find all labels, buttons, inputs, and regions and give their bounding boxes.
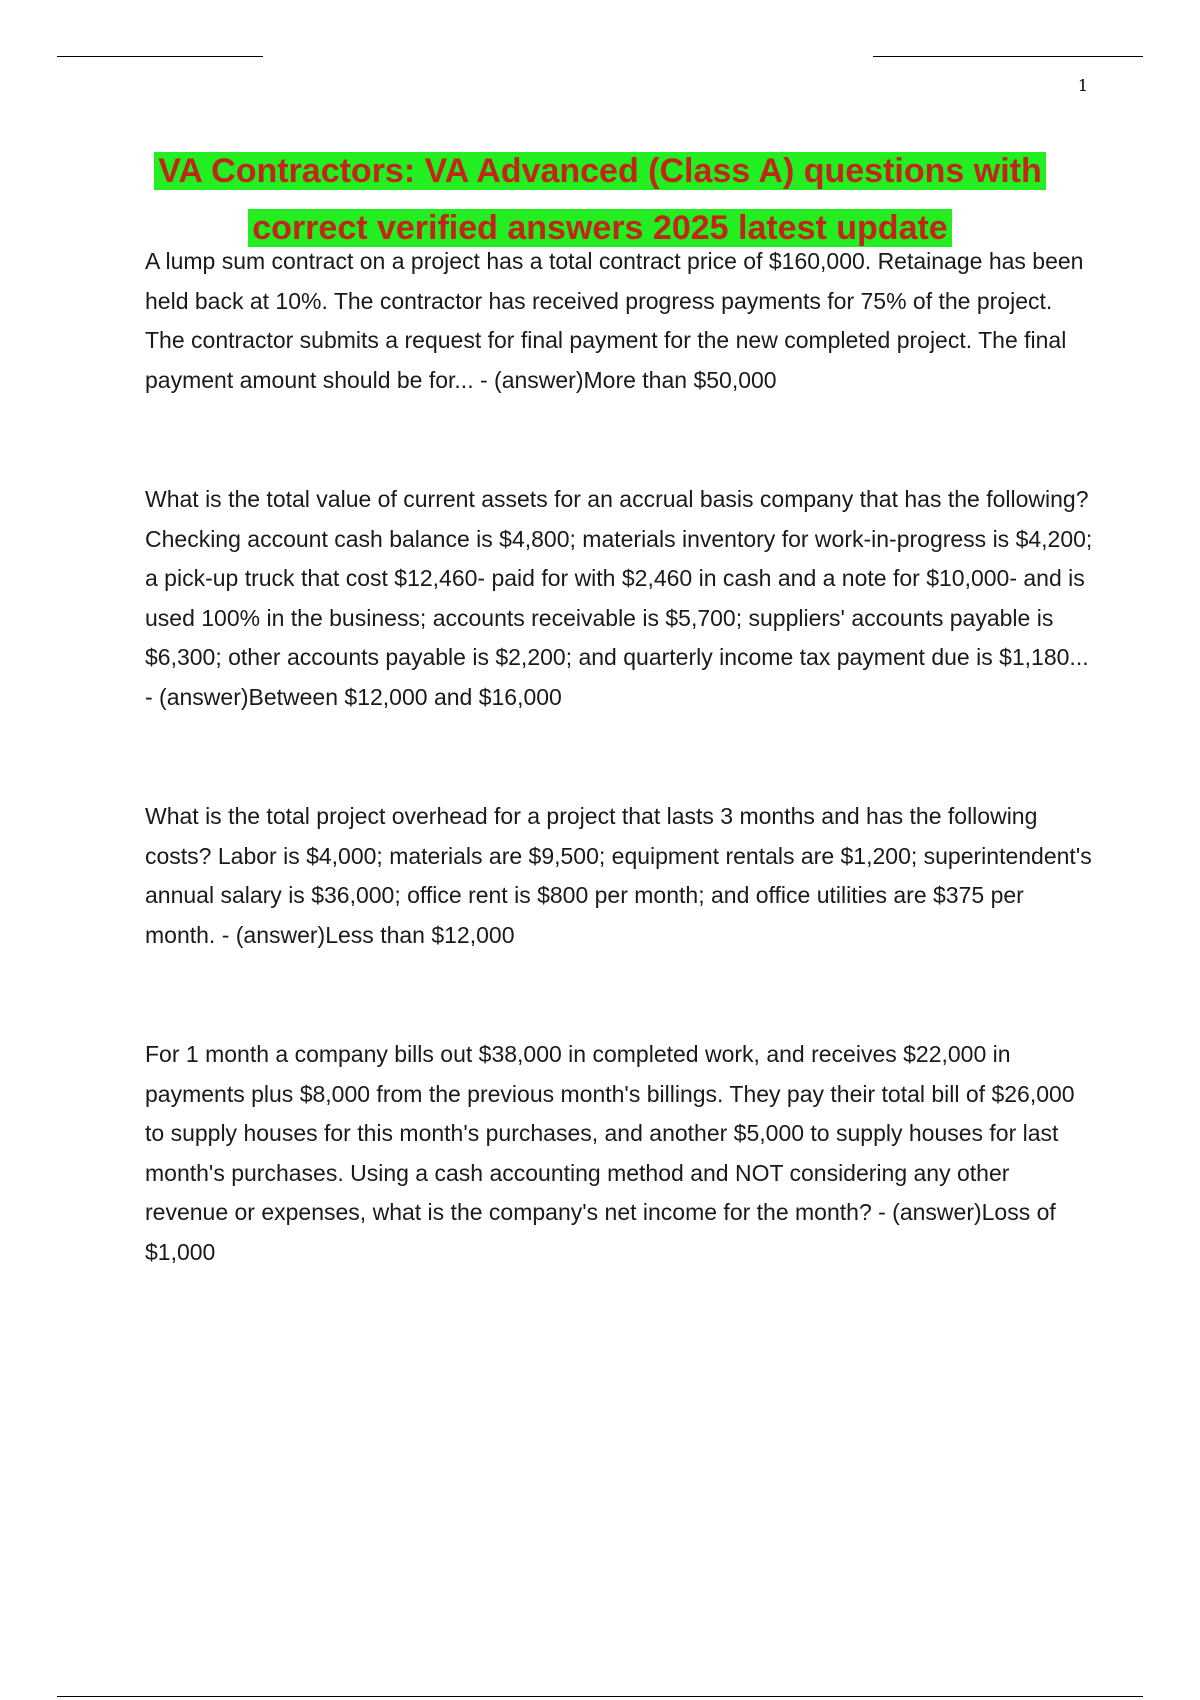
header-rule-left	[57, 56, 263, 57]
question-answer-4: For 1 month a company bills out $38,000 in completed work, and receives $22,000 in payments plus $8,000 from the previous month's billings. They pay their total bill of $26,000 to supply houses for this month's purchases, and another $5,000 to supply houses for last month's purchases. Using a cash accounting method and NOT considering any other revenue or expenses, what is the company's net income for the month? - (answer)Loss of $1,000	[145, 1041, 1075, 1265]
footer-rule	[57, 1696, 1143, 1697]
question-answer-1: A lump sum contract on a project has a total contract price of $160,000. Retainage has been held back at 10%. The contractor has received progress payments for 75% of the project. The contractor submits a request for final payment for the new completed project. The final payment amount should be for... - (answer)More than $50,000	[145, 248, 1084, 393]
document-title: VA Contractors: VA Advanced (Class A) questions with correct verified answers 2025 latest update	[154, 152, 1046, 247]
page-number: 1	[1077, 76, 1088, 95]
question-answer-2: What is the total value of current assets for an accrual basis company that has the following? Checking account cash balance is $4,800; materials inventory for work-in-progress is $4,200; a pick-up truck that cost $12,460- paid for with $2,460 in cash and a note for $10,000- and is used 100% in the business; accounts receivable is $5,700; suppliers' accounts payable is $6,300; other accounts payable is $2,200; and quarterly income tax payment due is $1,180... - (answer)Between $12,000 and $16,000	[145, 486, 1093, 710]
document-body	[145, 242, 1095, 1272]
header-rule-right	[873, 56, 1143, 57]
question-answer-3: What is the total project overhead for a project that lasts 3 months and has the following costs? Labor is $4,000; materials are $9,500; equipment rentals are $1,200; superintendent's annual salary is $36,000; office rent is $800 per month; and office utilities are $375 per month. - (answer)Less than $12,000	[145, 803, 1092, 948]
